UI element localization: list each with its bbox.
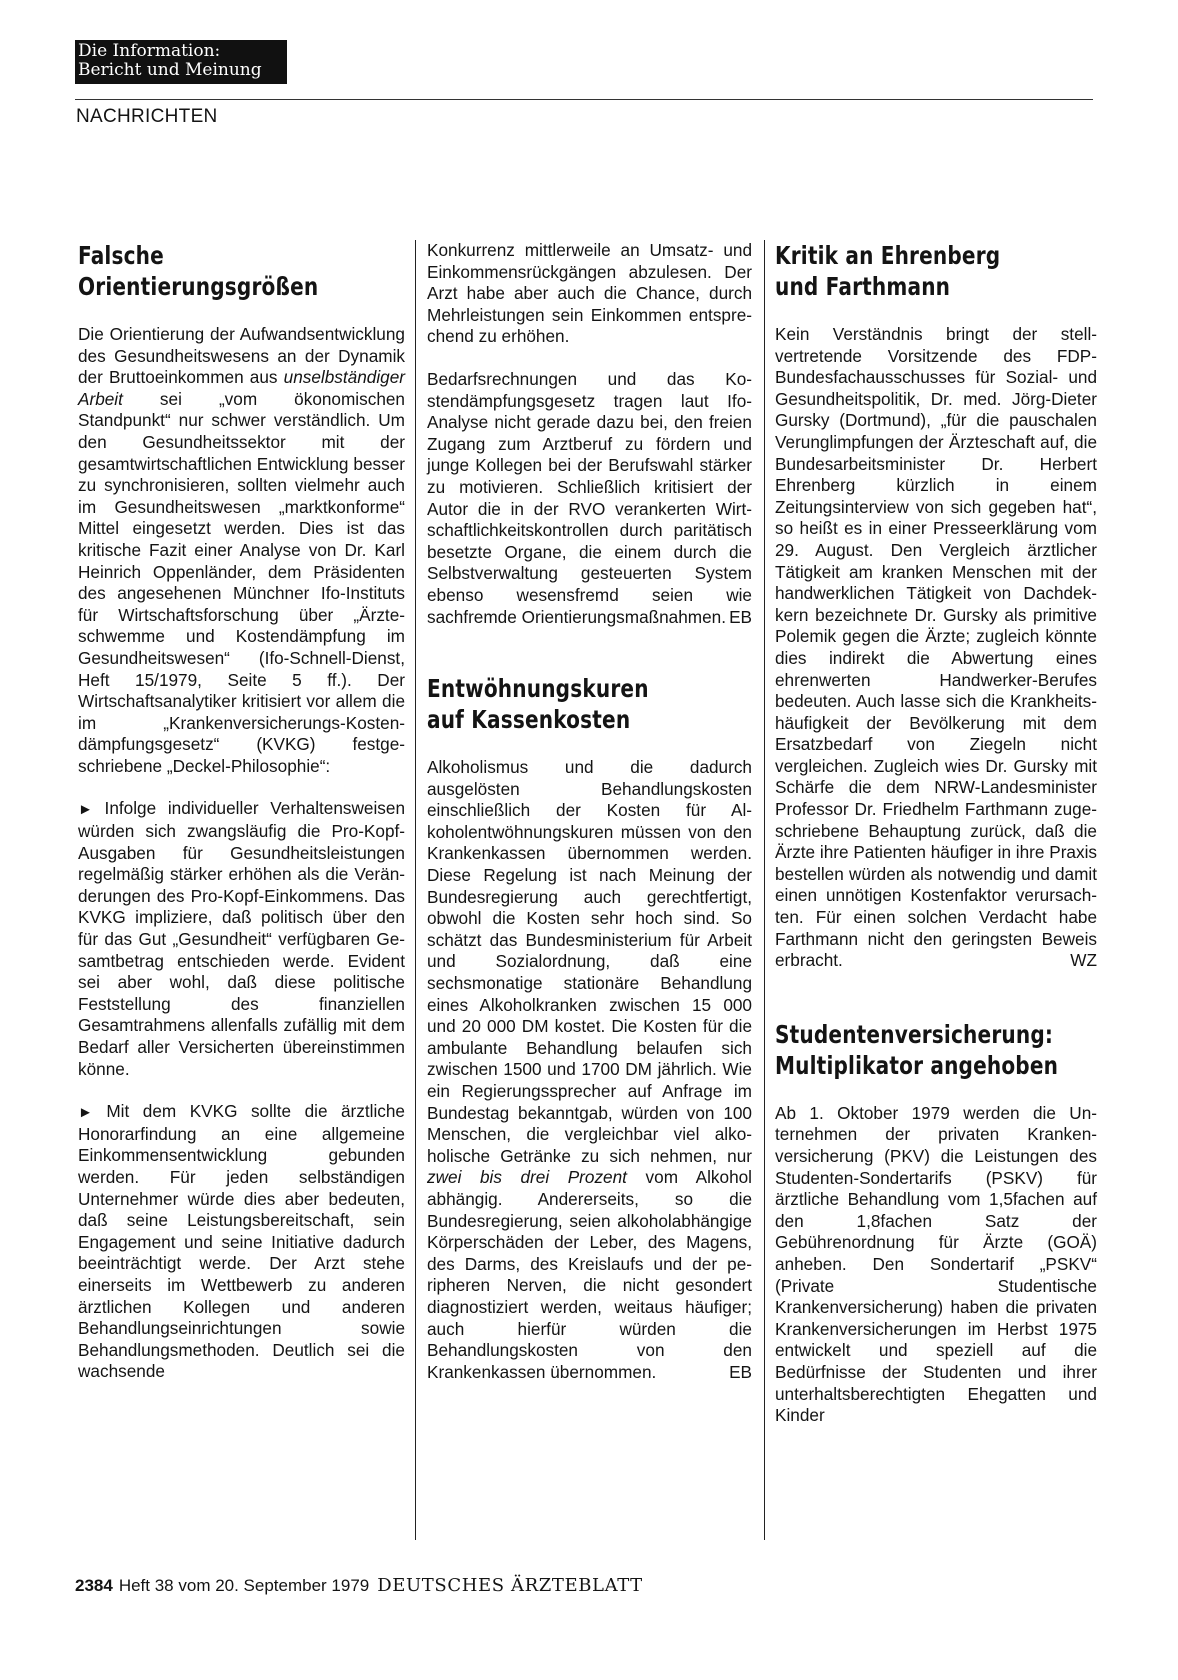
bullet-arrow-icon: ►: [78, 1104, 93, 1122]
issue-info: Heft 38 vom 20. September 1979: [118, 1576, 370, 1595]
page-footer: [75, 1575, 643, 1596]
article-2-title-line-1: Entwöhnungskuren: [427, 674, 649, 704]
article-1-paragraph-3: [78, 1101, 405, 1383]
article-3-title-line-1: Kritik an Ehrenberg: [775, 241, 1001, 270]
article-3-title-line-2: und Farthmann: [775, 272, 951, 301]
article-2-title: [427, 673, 694, 735]
article-3-title: [775, 240, 1039, 302]
section-label: NACHRICHTEN: [76, 106, 218, 127]
article-1-p1-text-b: sei „vom ökonomischen Standpunkt“ nur schwer verständlich. Um den Gesundheitssektor mit der gesamtwirtschaftlichen Entwicklung besser zu synchronisieren, sollten vielmehr auch im Gesundheitswesen „marktkonforme“ Mittel eingesetzt werden. Dies ist das kritische Fazit einer Analyse von Dr. Karl Heinrich Oppenländer, dem Präsidenten des angesehenen Münchner Ifo-Instituts für Wirtschaftsforschung über „Ärzteschwemme und Kostendämpfung im Gesundheitswesen“ (Ifo-Schnell-Dienst, Heft 15/1979, Seite 5 ff.). Der Wirtschaftsanalytiker kritisiert vor allem die im „Krankenversicherungs-Kostendämpfungsgesetz“ (KVKG) festgeschriebene „Deckel-Philosophie“:: [78, 388, 405, 776]
article-1-p3-text: Mit dem KVKG sollte die ärztliche Honorarfindung an eine allgemeine Einkommensentwicklung gebunden werden. Für jeden selbständigen Unternehmer würde dies aber bedeuten, daß seine Leistungsbereitschaft, sein Engagement und seine Initiative dadurch beeinträchtigt werde. Der Arzt stehe einerseits im Wettbewerb zu anderen ärztlichen Kollegen und anderen Behandlungseinrichtungen sowie Behandlungsmethoden. Deutlich sei die wachsende: [78, 1101, 405, 1382]
article-4-title: [775, 1019, 1059, 1081]
article-1-p5-text: Bedarfsrechnungen und das Kostendämpfungsgesetz tragen laut Ifo-Analyse nicht gerade dazu bei, den freien Zugang zum Arztberuf zu fördern und junge Kollegen bei der Berufswahl stärker zu motivieren. Schließlich kritisiert der Autor die in der RVO verankerten Wirtschaftlichkeitskontrollen durch paritätisch besetzte Organe, die einem durch die Selbstverwaltung gesteuerten System ebenso wesensfremd seien wie sachfremde Orientierungsmaßnahmen.: [427, 368, 752, 627]
article-3-paragraph-1: [775, 324, 1097, 972]
column-divider-2: [764, 240, 765, 1540]
rubric-badge: [75, 40, 287, 84]
article-1-paragraph-2: [78, 798, 405, 1080]
column-1: [78, 240, 405, 1383]
header-rule: [75, 99, 1093, 100]
article-1-title-line-1: Falsche: [78, 241, 164, 270]
magazine-title: DEUTSCHES ÄRZTEBLATT: [377, 1575, 643, 1596]
article-1-paragraph-5: [427, 369, 752, 628]
article-4-paragraph-1: Ab 1. Oktober 1979 werden die Unternehmen der privaten Krankenversicherung (PKV) die Leistungen des Studenten-Sondertarifs (PSKV) für ärztliche Behandlung vom 1,5fachen auf den 1,8fachen Satz der Gebührenordnung für Ärzte (GOÄ) anheben. Den Sondertarif „PSKV“ (Private Studentische Krankenversicherung) haben die privaten Krankenversicherungen im Herbst 1975 entwickelt und speziell auf die Bedürfnisse der Studenten und ihrer unterhaltsberechtigten Ehegatten und Kinder: [775, 1102, 1097, 1426]
article-1-p1-text-a: Die Orientierung der Aufwandsentwicklung des Gesundheitswesens an der Dynamik der Bruttoeinkommen aus: [78, 324, 405, 388]
article-1-title: [78, 240, 346, 302]
article-1-paragraph-4: Konkurrenz mittlerweile an Umsatz- und Einkommensrückgängen abzulesen. Der Arzt habe aber auch die Chance, durch Mehrleistungen sein Einkommen entsprechend zu erhöhen.: [427, 240, 752, 347]
column-divider-1: [415, 240, 416, 1540]
article-1-p2-text: Infolge individueller Verhaltensweisen würden sich zwangsläufig die Pro-Kopf-Ausgaben für Gesundheitsleistungen regelmäßig stärker erhöhen als die Veränderungen des Pro-Kopf-Einkommens. Das KVKG impliziere, daß politisch über den für das Gut „Gesundheit“ verfügbaren Gesamtbetrag entschieden werde. Evident sei aber wohl, daß diese politische Feststellung des finanziellen Gesamtrahmens allenfalls zufällig mit dem Bedarf aller Versicherten übereinstimmen könne.: [78, 798, 405, 1079]
article-2-p1-emphasis: zwei bis drei Prozent: [427, 1167, 627, 1188]
article-1-title-line-2: Orientierungsgrößen: [78, 272, 319, 301]
article-1-p1-emphasis: unselbständiger Arbeit: [78, 367, 405, 409]
article-3-signature: WZ: [1070, 950, 1097, 971]
article-2-title-line-2: auf Kassenkosten: [427, 705, 631, 735]
column-3: [775, 240, 1097, 1427]
column-2: [427, 240, 752, 1383]
article-4-title-line-2: Multiplikator angehoben: [775, 1050, 1059, 1080]
article-2-signature: EB: [729, 1361, 752, 1382]
rubric-line-1: Die Information:: [78, 41, 221, 61]
article-2-paragraph-1: [427, 757, 752, 1383]
article-4-title-line-1: Studentenversicherung:: [775, 1019, 1054, 1049]
rubric-line-2: Bericht und Meinung: [78, 60, 262, 80]
article-1-signature: EB: [729, 606, 752, 627]
article-1-paragraph-1: [78, 324, 405, 777]
article-2-p1-text-b: vom Alkohol abhängig. Andererseits, so die Bundesregierung, seien alkoholabhängige Körperschäden der Leber, des Magens, des Darms, des Kreislaufs und der peripheren Nerven, die nicht gesondert diagnostiziert werden, weitaus häufiger; auch hierfür würden die Behandlungskosten von den Krankenkassen übernommen.: [427, 1167, 752, 1382]
article-3-p1-text: Kein Verständnis bringt der stellvertretende Vorsitzende des FDP-Bundesfachausschusses für Sozial- und Gesundheitspolitik, Dr. med. Jörg-Dieter Gursky (Dortmund), „für die pauschalen Verunglimpfungen der Ärzteschaft auf, die Bundesarbeitsminister Dr. Herbert Ehrenberg kürzlich in einem Zeitungsinterview von sich gegeben hat“, so heißt es in einer Presseerklärung vom 29. August. Den Vergleich ärztlicher Tätigkeit am kranken Menschen mit der handwerklichen Tätigkeit von Dachdekkern bezeichnete Dr. Gursky als primitive Polemik gegen die Ärzte; zugleich könnte dies indirekt die Abwertung eines ehrenwerten Handwerker-Berufes bedeuten. Auch lasse sich die Krankheitshäufigkeit der Bevölkerung mit dem Ersatzbedarf von Ziegeln nicht vergleichen. Zugleich wies Dr. Gursky mit Schärfe die dem NRW-Landesminister Professor Dr. Friedhelm Farthmann zugeschriebene Behauptung zurück, daß die Ärzte ihre Patienten häufiger in ihre Praxis bestellen würden als notwendig und damit einen unnötigen Kostenfaktor verursachten. Für einen solchen Verdacht habe Farthmann nicht den geringsten Beweis erbracht.: [775, 324, 1097, 971]
bullet-arrow-icon: ►: [78, 801, 93, 819]
article-2-p1-text-a: Alkoholismus und die dadurch ausgelösten Behandlungskosten einschließlich der Kosten für Alkoholentwöhnungskuren müssen von den Krankenkassen übernommen werden. Diese Regelung ist nach Meinung der Bundesregierung auch gerechtfertigt, obwohl die Kosten sehr hoch sind. So schätzt das Bundesministerium für Arbeit und Sozialordnung, daß eine sechsmonatige stationäre Behandlung eines Alkoholkranken zwischen 15 000 und 20 000 DM kostet. Die Kosten für die ambulante Behandlung belaufen sich zwischen 1500 und 1700 DM jährlich. Wie ein Regierungssprecher auf Anfrage im Bundestag bekanntgab, würden von 100 Menschen, die vergleichbar viel alkoholische Getränke zu sich nehmen, nur: [427, 757, 752, 1166]
page-number: 2384: [75, 1576, 113, 1595]
